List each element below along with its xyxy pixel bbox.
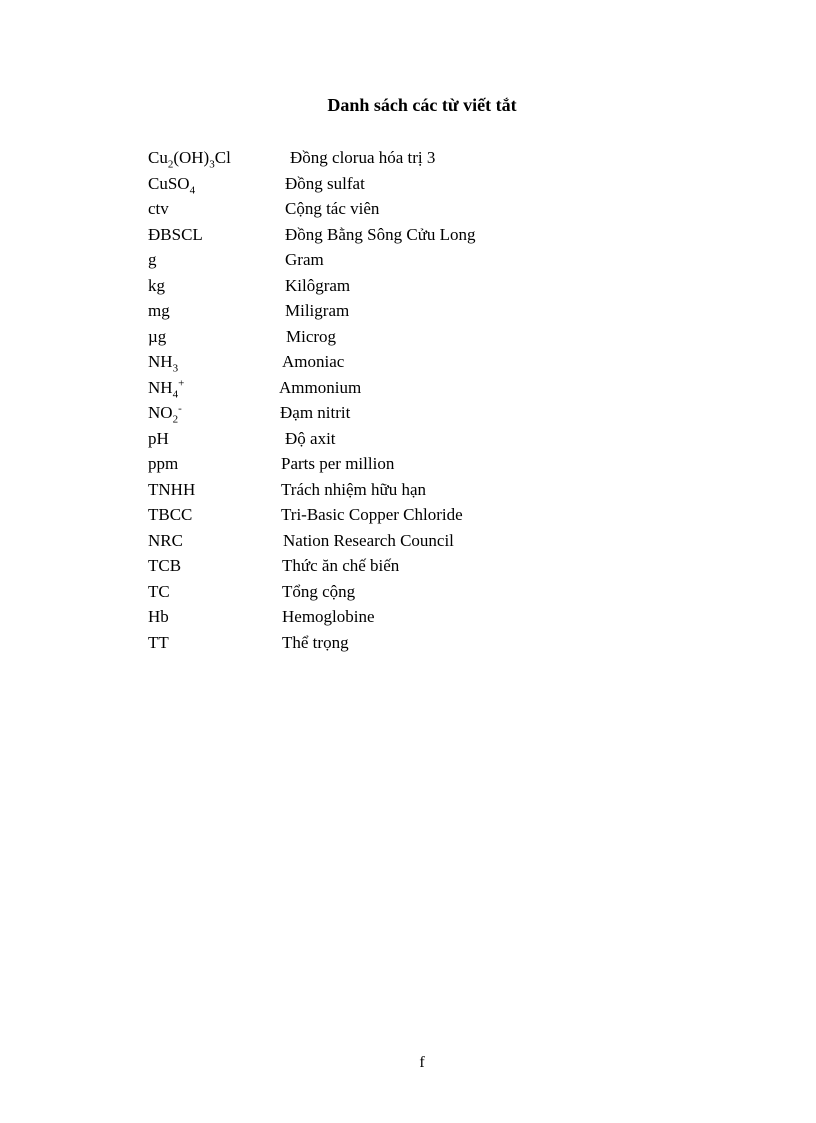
abbreviation-term — [148, 402, 182, 426]
subscript: 2 — [172, 413, 179, 426]
abbreviation-text: ĐBSCL — [148, 224, 203, 244]
abbreviation-text: pH — [148, 428, 169, 448]
abbreviation-definition: Đồng clorua hóa trị 3 — [290, 148, 436, 167]
abbreviation-term — [148, 505, 192, 525]
abbreviation-definition: Đồng Bằng Sông Cửu Long — [285, 224, 476, 244]
subscript: 3 — [209, 158, 215, 171]
abbreviation-definition: Parts per million — [281, 454, 395, 473]
abbreviation-term — [148, 174, 195, 194]
abbreviation-text: Hb — [148, 607, 169, 626]
abbreviation-definition: Hemoglobine — [282, 607, 375, 626]
abbreviation-definition: Miligram — [285, 301, 350, 320]
abbreviation-text: Cl — [214, 148, 231, 167]
abbreviation-text: ppm — [148, 454, 179, 473]
abbreviation-definition: Ammonium — [279, 377, 362, 397]
abbreviation-term — [148, 301, 170, 321]
abbreviation-text: Cu — [148, 148, 168, 167]
abbreviation-term — [148, 531, 183, 551]
abbreviation-term — [148, 352, 179, 375]
superscript: + — [178, 376, 185, 389]
abbreviation-definition: Amoniac — [282, 352, 345, 371]
abbreviation-text: NO — [148, 403, 173, 422]
abbreviation-term — [148, 556, 181, 576]
abbreviation-term — [148, 429, 169, 449]
abbreviation-text: mg — [148, 301, 170, 320]
abbreviation-text: CuSO — [148, 173, 190, 193]
abbreviation-term — [148, 199, 169, 219]
page-number: f — [419, 1054, 425, 1071]
abbreviation-definition: Tổng cộng — [282, 581, 356, 601]
abbreviation-term — [148, 225, 203, 245]
abbreviation-definition: Tri-Basic Copper Chloride — [281, 505, 463, 524]
abbreviation-term — [148, 378, 184, 398]
abbreviation-term — [148, 582, 170, 602]
abbreviation-term — [148, 454, 178, 474]
subscript: 4 — [189, 183, 196, 196]
subscript: 4 — [172, 387, 179, 400]
subscript: 2 — [167, 158, 174, 171]
superscript: - — [178, 402, 182, 415]
abbreviation-term — [148, 607, 169, 627]
abbreviation-term — [148, 480, 195, 500]
abbreviation-text: g — [148, 250, 157, 269]
abbreviation-definition: Thể trọng — [282, 632, 349, 652]
abbreviation-definition: Thức ăn chế biến — [282, 556, 400, 575]
abbreviation-text: NH — [148, 352, 173, 371]
abbreviation-text: NH — [148, 377, 173, 397]
abbreviation-definition: Nation Research Council — [283, 530, 454, 550]
abbreviation-term — [148, 633, 169, 653]
abbreviation-definition: Gram — [285, 250, 324, 269]
abbreviation-term — [148, 276, 165, 296]
abbreviation-text: TNHH — [148, 479, 196, 499]
subscript: 3 — [172, 362, 179, 375]
abbreviation-text: NRC — [148, 530, 183, 550]
abbreviation-text: (OH) — [173, 148, 210, 167]
abbreviation-definition: Cộng tác viên — [285, 199, 380, 218]
abbreviation-term — [148, 250, 157, 270]
abbreviation-text: TT — [148, 632, 169, 652]
abbreviation-definition: Kilôgram — [285, 275, 351, 295]
abbreviation-term — [148, 327, 166, 347]
abbreviation-text: kg — [148, 275, 165, 295]
abbreviation-text: µg — [148, 326, 167, 346]
abbreviation-definition: Đạm nitrit — [280, 403, 351, 422]
abbreviation-text: TCB — [148, 556, 182, 575]
abbreviation-term — [148, 148, 231, 171]
abbreviation-definition: Độ axit — [285, 428, 336, 448]
abbreviation-text: TC — [148, 581, 170, 601]
abbreviation-definition: Microg — [286, 326, 337, 346]
abbreviation-text: TBCC — [148, 505, 193, 524]
abbreviation-definition: Trách nhiệm hữu hạn — [281, 479, 427, 499]
abbreviation-definition: Đồng sulfat — [285, 173, 365, 193]
page-title: Danh sách các từ viết tắt — [327, 95, 517, 115]
abbreviation-text: ctv — [148, 199, 169, 218]
